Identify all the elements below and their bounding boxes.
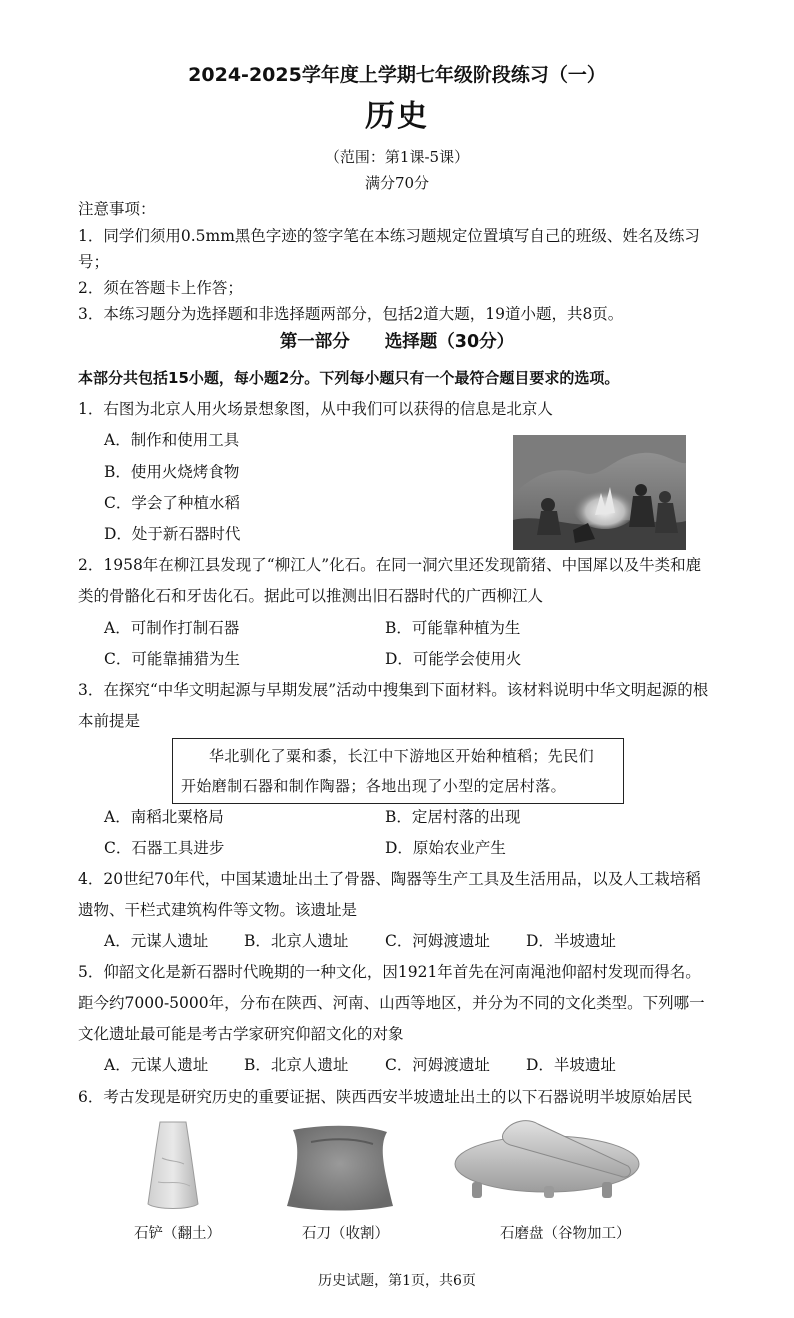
q3-option-a[interactable]: A．南稻北粟格局 [104,808,224,826]
q3-stem-line2: 本前提是 [78,712,141,730]
q3-option-b[interactable]: B．定居村落的出现 [385,808,521,826]
q2-stem-line2: 类的骨骼化石和牙齿化石。据此可以推测出旧石器时代的广西柳江人 [78,587,544,605]
peking-man-fire-illustration [513,435,686,550]
q1-option-b[interactable]: B．使用火烧烤食物 [104,463,240,481]
q5-option-c[interactable]: C．河姆渡遗址 [385,1056,490,1074]
q4-option-c[interactable]: C．河姆渡遗址 [385,932,490,950]
page-footer: 历史试题，第1页，共6页 [318,1273,476,1289]
part1-intro: 本部分共包括15小题，每小题2分。下列每小题只有一个最符合题目要求的选项。 [78,369,620,387]
caption-stone-spade: 石铲（翻土） [134,1226,221,1242]
q1-option-d[interactable]: D．处于新石器时代 [104,525,241,543]
q4-option-a[interactable]: A．元谋人遗址 [104,932,209,950]
q1-option-a[interactable]: A．制作和使用工具 [104,431,240,449]
q4-option-d[interactable]: D．半坡遗址 [526,932,616,950]
caption-grinding-stone: 石磨盘（谷物加工） [500,1226,631,1242]
notice-item-1: 1．同学们须用0.5mm黑色字迹的签字笔在本练习题规定位置填写自己的班级、姓名及练习 [78,227,700,245]
full-score: 满分70分 [364,174,430,192]
q5-option-a[interactable]: A．元谋人遗址 [104,1056,209,1074]
q1-option-c[interactable]: C．学会了种植水稻 [104,494,240,512]
q3-material-box [172,738,624,804]
subject-title: 历史 [365,99,429,134]
q5-stem-line2: 距今约7000-5000年，分布在陕西、河南、山西等地区，并分为不同的文化类型。下列哪一 [78,994,705,1012]
exam-title: 2024-2025学年度上学期七年级阶段练习（一） [188,64,606,86]
part1-title: 第一部分 选择题（30分） [279,332,515,352]
q2-option-d[interactable]: D．可能学会使用火 [385,650,522,668]
q3-option-c[interactable]: C．石器工具进步 [104,839,225,857]
q2-stem-line1: 2．1958年在柳江县发现了“柳江人”化石。在同一洞穴里还发现箭猪、中国犀以及牛类和鹿 [78,556,702,574]
notice-item-1-cont: 号； [78,253,110,271]
caption-stone-knife: 石刀（收割） [302,1226,389,1242]
q2-option-c[interactable]: C．可能靠捕猎为生 [104,650,240,668]
notice-item-3: 3．本练习题分为选择题和非选择题两部分，包括2道大题，19道小题，共8页。 [78,305,624,323]
notice-item-2: 2．须在答题卡上作答； [78,279,243,297]
q5-option-b[interactable]: B．北京人遗址 [244,1056,349,1074]
q3-stem-line1: 3．在探究“中华文明起源与早期发展”活动中搜集到下面材料。该材料说明中华文明起源的根 [78,681,709,699]
notice-heading: 注意事项： [78,200,156,218]
q4-stem-line2: 遗物、干栏式建筑构件等文物。该遗址是 [78,901,358,919]
q2-option-a[interactable]: A．可制作打制石器 [104,619,240,637]
q3-option-d[interactable]: D．原始农业产生 [385,839,506,857]
q5-stem-line3: 文化遗址最可能是考古学家研究仰韶文化的对象 [78,1025,404,1043]
q2-option-b[interactable]: B．可能靠种植为生 [385,619,521,637]
q4-stem-line1: 4．20世纪70年代，中国某遗址出土了骨器、陶器等生产工具及生活用品，以及人工栽培稻 [78,870,701,888]
scope-text: （范围：第1课-5课） [324,148,470,166]
q1-stem: 1．右图为北京人用火场景想象图，从中我们可以获得的信息是北京人 [78,400,553,418]
q3-material-line2: 开始磨制石器和制作陶器；各地出现了小型的定居村落。 [181,777,567,795]
stone-spade-image [140,1118,206,1212]
q3-material-line1: 华北驯化了粟和黍，长江中下游地区开始种植稻；先民们 [209,747,595,765]
q6-stem: 6．考古发现是研究历史的重要证据、陕西西安半坡遗址出土的以下石器说明半坡原始居民 [78,1088,693,1106]
q5-stem-line1: 5．仰韶文化是新石器时代晚期的一种文化，因1921年首先在河南渑池仰韶村发现而得名。 [78,963,701,981]
stone-knife-image [283,1122,397,1214]
grinding-stone-image [452,1112,642,1202]
q4-option-b[interactable]: B．北京人遗址 [244,932,349,950]
q5-option-d[interactable]: D．半坡遗址 [526,1056,616,1074]
